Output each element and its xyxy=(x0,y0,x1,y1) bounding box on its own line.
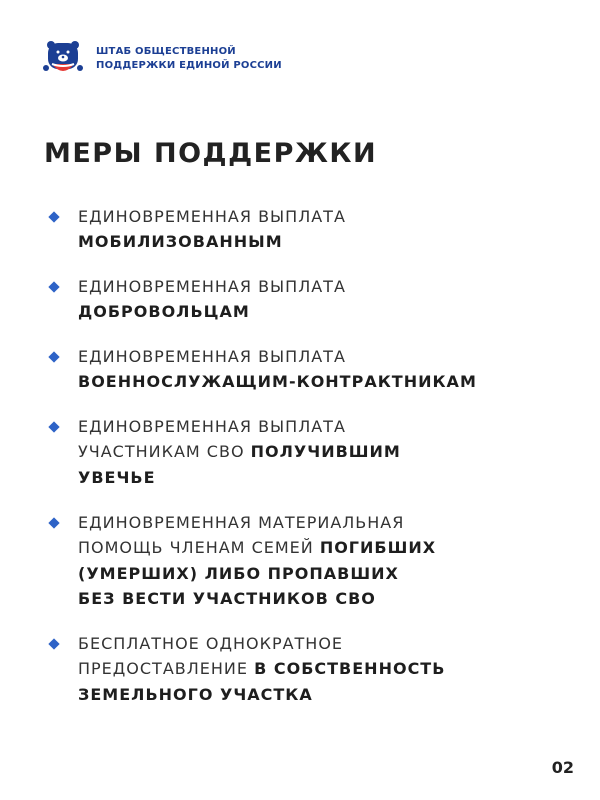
bear-logo-icon xyxy=(42,38,84,80)
item-text-bold: БЕЗ ВЕСТИ УЧАСТНИКОВ СВО xyxy=(78,589,376,608)
item-text-bold: ДОБРОВОЛЬЦАМ xyxy=(78,302,250,321)
diamond-bullet-icon xyxy=(48,211,59,222)
item-text-bold: ВОЕННОСЛУЖАЩИМ-КОНТРАКТНИКАМ xyxy=(78,372,477,391)
list-item xyxy=(44,204,477,254)
support-measures-list xyxy=(44,204,477,727)
item-text-bold: УВЕЧЬЕ xyxy=(78,468,156,487)
item-text: ПОМОЩЬ ЧЛЕНАМ СЕМЕЙ xyxy=(78,538,320,557)
item-text: ЕДИНОВРЕМЕННАЯ ВЫПЛАТА xyxy=(78,417,346,436)
page-title: МЕРЫ ПОДДЕРЖКИ xyxy=(44,138,378,169)
list-item xyxy=(44,414,477,490)
item-text-bold: ПОГИБШИХ xyxy=(319,538,437,557)
diamond-bullet-icon xyxy=(48,351,59,362)
item-text-bold: В СОБСТВЕННОСТЬ xyxy=(254,659,446,678)
item-text: БЕСПЛАТНОЕ ОДНОКРАТНОЕ xyxy=(78,634,344,653)
org-name-line1: ШТАБ ОБЩЕСТВЕННОЙ xyxy=(96,46,236,57)
org-name xyxy=(96,45,282,73)
item-text: ЕДИНОВРЕМЕННАЯ ВЫПЛАТА xyxy=(78,347,346,366)
item-text-bold: (УМЕРШИХ) ЛИБО ПРОПАВШИХ xyxy=(78,564,399,583)
org-name-line2: ПОДДЕРЖКИ ЕДИНОЙ РОССИИ xyxy=(96,60,282,71)
list-item xyxy=(44,274,477,324)
header xyxy=(42,38,282,80)
item-text: ПРЕДОСТАВЛЕНИЕ xyxy=(78,659,255,678)
item-text-bold: МОБИЛИЗОВАННЫМ xyxy=(78,232,283,251)
item-text-bold: ПОЛУЧИВШИМ xyxy=(250,442,401,461)
item-text: ЕДИНОВРЕМЕННАЯ ВЫПЛАТА xyxy=(78,207,346,226)
list-item xyxy=(44,510,477,611)
item-text: УЧАСТНИКАМ СВО xyxy=(78,442,251,461)
diamond-bullet-icon xyxy=(48,281,59,292)
list-item xyxy=(44,631,477,707)
diamond-bullet-icon xyxy=(48,421,59,432)
diamond-bullet-icon xyxy=(48,638,59,649)
diamond-bullet-icon xyxy=(48,517,59,528)
item-text-bold: ЗЕМЕЛЬНОГО УЧАСТКА xyxy=(78,685,313,704)
item-text: ЕДИНОВРЕМЕННАЯ МАТЕРИАЛЬНАЯ xyxy=(78,513,405,532)
list-item xyxy=(44,344,477,394)
item-text: ЕДИНОВРЕМЕННАЯ ВЫПЛАТА xyxy=(78,277,346,296)
page-number: 02 xyxy=(551,758,574,777)
